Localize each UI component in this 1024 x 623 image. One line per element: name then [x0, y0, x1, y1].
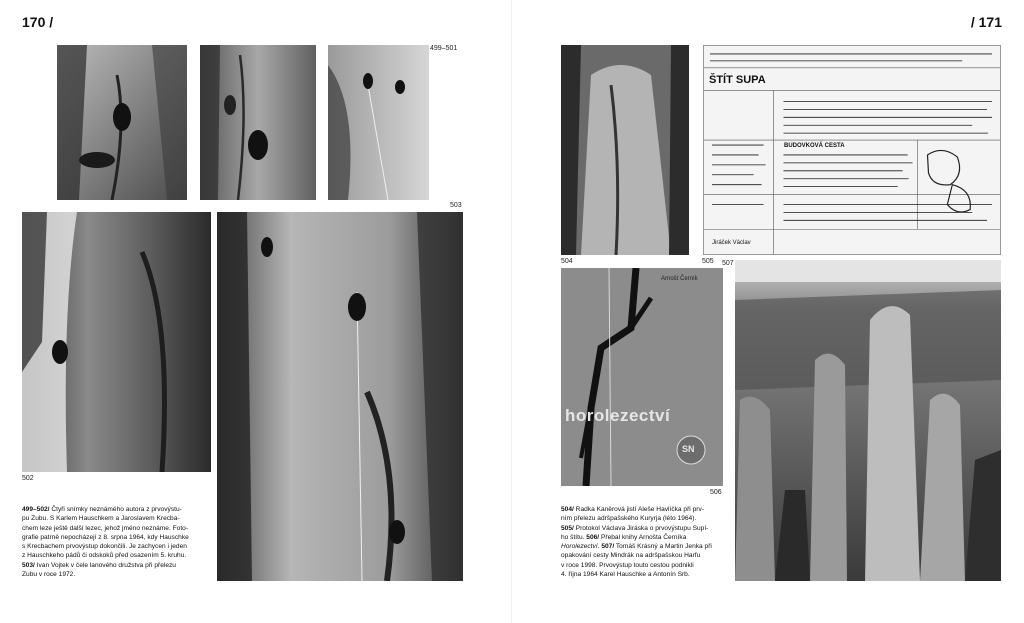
caption-line: opakování cesty Mindrák na adršpašskou Harfu: [561, 552, 701, 560]
protocol-heading: ŠTÍT SUPA: [709, 74, 766, 86]
label-499-501: 499–501: [430, 45, 458, 52]
label-504: 504: [561, 258, 573, 265]
caption-line: 4. října 1964 Karel Hauschke a Antonín Srb.: [561, 571, 690, 579]
label-506: 506: [710, 489, 722, 496]
label-502: 502: [22, 475, 34, 482]
right-page-number: / 171: [970, 14, 1002, 30]
page-gutter: [511, 0, 512, 623]
caption-line: ho štítu. 506/ Přebal knihy Arnošta Černíka: [561, 533, 687, 541]
caption-line: Zubu v roce 1972.: [22, 571, 76, 579]
book-author: Arnošt Černík: [661, 276, 698, 282]
label-503: 503: [450, 202, 462, 209]
caption-line: 505/ Protokol Václava Jiráska o prvovýstupu Supí-: [561, 524, 709, 532]
photo-506-book-cover: [561, 268, 723, 486]
caption-left: [22, 505, 210, 579]
photo-504-rock-tower: [561, 45, 689, 255]
label-505: 505: [702, 258, 714, 265]
book-publisher: SN: [682, 444, 695, 454]
caption-line: grafie patrně nepocházejí z 8. srpna 1964, kdy Hauschke: [22, 533, 189, 541]
caption-line: 503/ Ivan Vojtek v čele lanového družstva při přelezu: [22, 561, 176, 569]
photo-500-climber-on-face: [200, 45, 316, 200]
caption-line: chem leze ještě další lezec, jehož jméno neznáme. Foto-: [22, 524, 189, 532]
label-507: 507: [722, 260, 734, 267]
caption-line: 499–502/ Čtyři snímky neznámého autora z prvovýstu-: [22, 506, 182, 513]
caption-line: v roce 1998. Prvovýstup touto cestou podnikli: [561, 561, 694, 569]
photo-505-protocol-card: [703, 45, 1001, 255]
caption-line: s Krecbachem prvovýstup dokončili. Je zachycen i jeden: [22, 543, 187, 551]
photo-502-climber-on-arete: [22, 212, 211, 472]
book-title: horolezectví: [565, 406, 671, 425]
photo-499-climber-on-crack: [57, 45, 187, 200]
caption-line: 504/ Radka Kaněrová jistí Aleše Havlíčka při prv-: [561, 506, 704, 513]
photo-507-rock-towers-forest: [735, 260, 1001, 581]
caption-line: pu Zubu. S Karlem Hauschkem a Jaroslavem Krecba-: [22, 515, 180, 523]
left-page-number: 170 /: [22, 14, 54, 30]
caption-right: [561, 505, 731, 579]
caption-line: z Hauschkeho pádů či odskoků před osazením 5. kruhu.: [22, 552, 187, 560]
caption-line: ním přelezu adršpašského Kuryrja (léto 1964).: [561, 515, 697, 523]
photo-503-team-on-tower: [217, 212, 463, 581]
caption-line: Horolezectví. 507/ Tomáš Krásný a Martin Jenka při: [561, 543, 712, 551]
protocol-signature: Jiráček Václav: [712, 240, 751, 246]
photo-501-roped-climbers: [328, 45, 429, 200]
protocol-route: BUDOVKOVÁ CESTA: [784, 143, 845, 149]
